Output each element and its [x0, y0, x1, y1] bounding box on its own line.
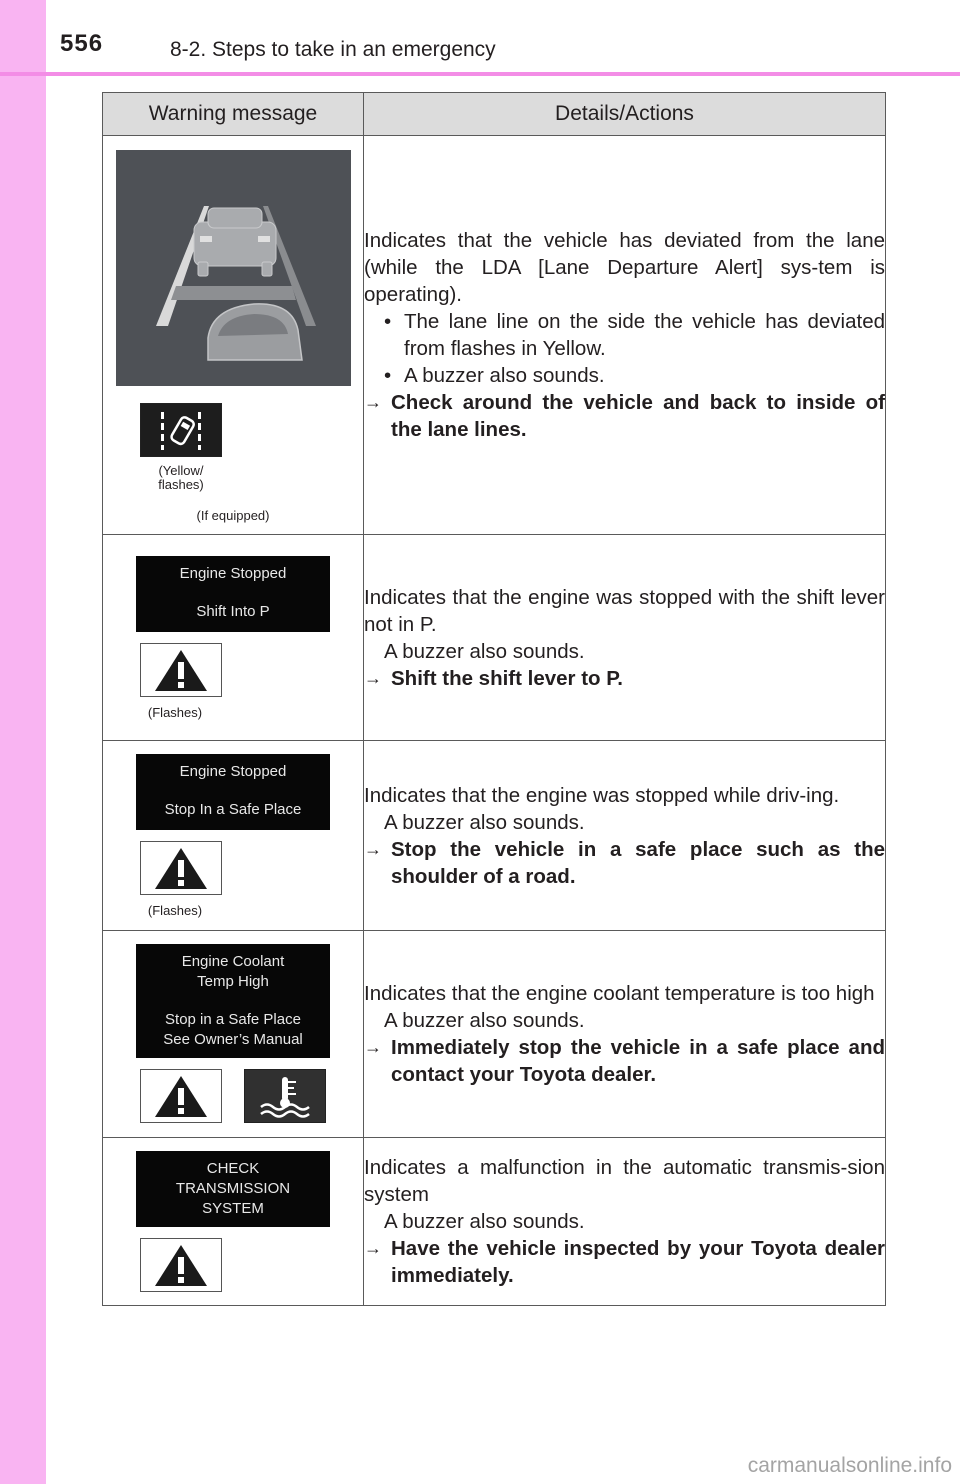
arrow-icon: → [364, 667, 382, 688]
lane-departure-screen-image [116, 150, 351, 386]
table-row [103, 535, 886, 741]
details-cell [364, 741, 886, 931]
table-row [103, 931, 886, 1138]
buzzer-note: A buzzer also sounds. [384, 1210, 585, 1233]
icon-caption: (Flashes) [147, 705, 203, 720]
lane-departure-icon [140, 403, 222, 457]
bullet-icon: • [384, 364, 392, 387]
warning-message-cell [103, 741, 364, 931]
display-line: TRANSMISSION [175, 1180, 291, 1197]
warning-table [102, 92, 886, 1306]
table-header-row [103, 93, 886, 136]
bullet-text: A buzzer also sounds. [404, 364, 605, 387]
page-side-tab [0, 0, 46, 1484]
warning-triangle-icon [140, 643, 222, 697]
arrow-icon: → [364, 838, 382, 859]
page-number: 556 [60, 30, 104, 57]
warning-triangle-icon [140, 1069, 222, 1123]
display-line: Engine Stopped [179, 763, 287, 780]
buzzer-note: A buzzer also sounds. [384, 1009, 585, 1032]
display-line: Stop in a Safe Place [165, 1011, 301, 1028]
warning-message-cell [103, 136, 364, 535]
action-text: Have the vehicle inspected by your Toyota dealer immediately. [391, 1237, 885, 1287]
display-line: Shift Into P [196, 603, 270, 620]
action-text: Check around the vehicle and back to inside of the lane lines. [391, 391, 885, 441]
details-cell [364, 535, 886, 741]
icon-caption: (Yellow/ flashes) [158, 463, 204, 492]
action-text: Stop the vehicle in a safe place such as the shoulder of a road. [391, 837, 885, 888]
action-item [364, 1235, 885, 1289]
warning-triangle-icon [140, 841, 222, 895]
buzzer-note: A buzzer also sounds. [384, 639, 585, 663]
warning-message-cell [103, 931, 364, 1138]
display-line: Engine Stopped [179, 565, 287, 582]
description-text: Indicates a malfunction in the automatic transmis-sion system [364, 1156, 885, 1206]
action-text: Immediately stop the vehicle in a safe place and contact your Toyota dealer. [391, 1036, 885, 1086]
if-equipped-note: (If equipped) [196, 508, 270, 523]
display-line: CHECK [206, 1160, 260, 1177]
table-row [103, 741, 886, 931]
details-cell [364, 1138, 886, 1306]
bullet-item [364, 362, 885, 389]
warning-triangle-icon [140, 1238, 222, 1292]
table-row [103, 136, 886, 535]
display-line: Stop In a Safe Place [164, 801, 302, 818]
description-text: Indicates that the engine coolant temperature is too high [364, 982, 875, 1005]
action-item [364, 836, 885, 890]
bullet-icon: • [384, 310, 392, 333]
icon-caption: (Flashes) [147, 903, 203, 918]
message-display [136, 1151, 330, 1227]
header-details-actions: Details/Actions [364, 93, 886, 136]
description-text: Indicates that the engine was stopped while driv-ing. [364, 783, 840, 807]
buzzer-note: A buzzer also sounds. [384, 810, 585, 834]
bullet-item [364, 308, 885, 362]
arrow-icon: → [364, 1238, 382, 1258]
action-item [364, 1034, 885, 1088]
table-row [103, 1138, 886, 1306]
action-item [364, 665, 885, 692]
message-display [136, 754, 330, 830]
arrow-icon: → [364, 1037, 382, 1057]
display-line: See Owner’s Manual [163, 1031, 303, 1048]
coolant-temperature-icon [244, 1069, 326, 1123]
arrow-icon: → [364, 392, 382, 412]
message-display [136, 944, 330, 1058]
display-line: SYSTEM [202, 1200, 264, 1217]
details-cell [364, 136, 886, 535]
action-text: Shift the shift lever to P. [391, 666, 623, 690]
header-rule [0, 72, 960, 76]
display-line: Engine Coolant [181, 953, 285, 970]
message-display [136, 556, 330, 632]
display-line: Temp High [197, 973, 269, 990]
header-warning-message: Warning message [103, 93, 364, 136]
action-item [364, 389, 885, 443]
description-text: Indicates that the engine was stopped with the shift lever not in P. [364, 585, 885, 636]
details-cell [364, 931, 886, 1138]
description-text: Indicates that the vehicle has deviated from the lane (while the LDA [Lane Departure Alert] sys-tem is operating). [364, 229, 885, 306]
bullet-text: The lane line on the side the vehicle has deviated from flashes in Yellow. [404, 310, 885, 360]
watermark-link[interactable]: carmanualsonline.info [747, 1454, 952, 1477]
section-title: 8-2. Steps to take in an emergency [170, 38, 496, 61]
warning-message-cell [103, 535, 364, 741]
warning-message-cell [103, 1138, 364, 1306]
